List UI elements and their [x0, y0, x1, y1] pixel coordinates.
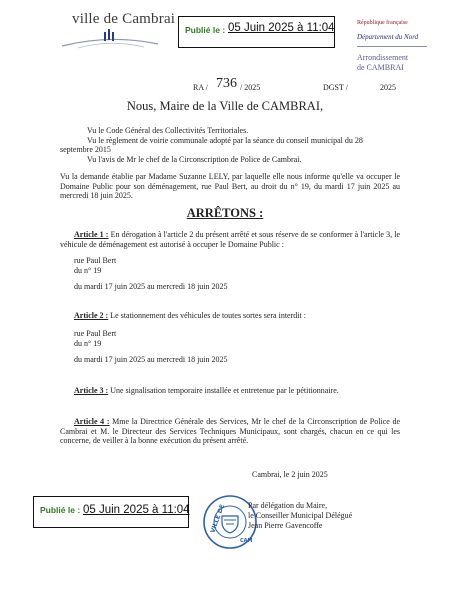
arretons-heading: ARRÊTONS : [186, 206, 264, 220]
article-2-dates: du mardi 17 juin 2025 au mercredi 18 juin 2025 [74, 355, 228, 364]
stamp-label: Publié le : [40, 505, 81, 515]
arrondissement-name: de CAMBRAI [357, 63, 404, 72]
publication-stamp-top [178, 16, 335, 48]
publication-stamp-bottom [33, 496, 189, 528]
article-2-street: rue Paul Bert [74, 329, 117, 338]
stamp-date: 05 Juin 2025 à 11:04 [228, 22, 335, 34]
article-3-label: Article 3 : [74, 386, 109, 395]
article-1-number: du n° 19 [74, 266, 102, 275]
signature-line-3: Jean Pierre Gavencoffe [248, 521, 323, 530]
republique-label: République française [357, 20, 408, 26]
consideration-3: Vu l'avis de Mr le chef de la Circonscription de Police de Cambrai. [87, 155, 302, 164]
article-2-number: du n° 19 [74, 339, 102, 348]
article-1-label: Article 1 : [74, 230, 109, 239]
header-divider [357, 46, 427, 47]
article-2-text: Le stationnement des véhicules de toutes sortes sera interdit : [110, 311, 306, 320]
article-3-text: Une signalisation temporaire installée et entretenue par le pétitionnaire. [110, 386, 339, 395]
article-3 [74, 386, 339, 396]
stamp-date: 05 Juin 2025 à 11:04 [83, 504, 190, 516]
city-logo-text: ville de Cambrai [72, 11, 176, 27]
arrondissement-label: Arrondissement [357, 53, 409, 62]
dgst-year: 2025 [380, 83, 396, 92]
consideration-2: Vu le règlement de voirie communale adopté par la séance du conseil municipal du 28 [87, 136, 363, 145]
article-2 [74, 311, 306, 321]
signature-place-date: Cambrai, le 2 juin 2025 [252, 470, 328, 479]
article-2-label: Article 2 : [74, 311, 109, 320]
ra-label: RA / [193, 83, 208, 92]
dgst-label: DGST / [323, 83, 348, 92]
page-title: Nous, Maire de la Ville de CAMBRAI, [126, 99, 324, 113]
svg-text:CAM: CAM [240, 538, 253, 544]
request-paragraph: Vu la demande établie par Madame Suzanne LELY, par laquelle elle nous informe qu'elle va occuper le Domaine Public pour son déménagement, rue Paul Bert, au droit du n° 19, du mardi 17 juin 2025 au mercredi 18 juin 2025. [60, 172, 400, 200]
signature-line-1: Par délégation du Maire, [248, 501, 328, 510]
consideration-1: Vu le Code Général des Collectivités Territoriales. [87, 126, 249, 135]
city-logo-icon [60, 26, 160, 50]
article-4 [60, 417, 400, 446]
ra-year: / 2025 [240, 83, 261, 92]
article-4-label: Article 4 : [74, 417, 110, 426]
consideration-2-cont: septembre 2015 [60, 145, 111, 154]
stamp-label: Publié le : [185, 25, 226, 35]
ra-number: 736 [216, 76, 237, 91]
article-4-text: Mme la Directrice Générale des Services, Mr le chef de la Circonscription de Police de Cambrai et M. le Directeur des Services Techniques Municipaux, sont chargés, chacun en ce qui les concerne, de veiller à la bonne exécution du présent arrêté. [60, 417, 401, 445]
article-1-dates: du mardi 17 juin 2025 au mercredi 18 juin 2025 [74, 282, 228, 291]
article-1-street: rue Paul Bert [74, 256, 117, 265]
departement-label: Département du Nord [357, 33, 419, 41]
article-1 [60, 230, 400, 249]
article-1-text: En dérogation à l'article 2 du présent arrêté et sous réserve de se conformer à l'article 3, le véhicule de déménagement est autorisé à occuper le Domaine Public : [60, 230, 401, 249]
svg-text:VILLE DE: VILLE DE [209, 503, 227, 534]
signature-line-2: le Conseiller Municipal Délégué [248, 511, 353, 520]
